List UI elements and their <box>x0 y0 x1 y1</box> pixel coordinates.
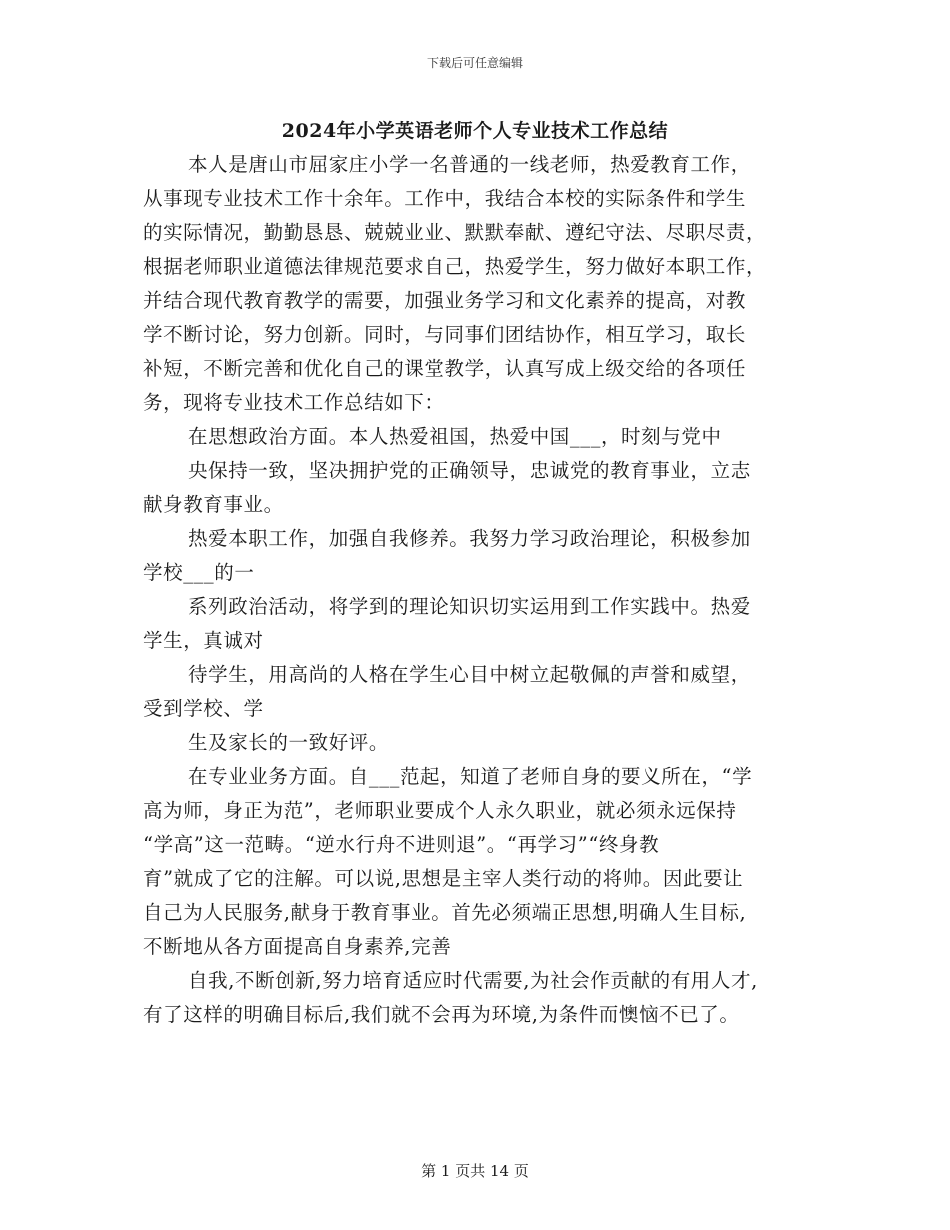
body-line: 系列政治活动，将学到的理论知识切实运用到工作实践中。热爱 <box>188 595 751 618</box>
header-note: 下载后可任意编辑 <box>426 56 523 70</box>
body-line: 生及家长的一致好评。 <box>188 731 390 754</box>
body-line: 高为师，身正为范”，老师职业要成个人永久职业，就必须永远保持 <box>143 799 737 822</box>
body-line: “学高”这一范畴。“逆水行舟不进则退”。“再学习”“终身教 <box>143 833 660 856</box>
body-line: 自我,不断创新,努力培育适应时代需要,为社会作贡献的有用人才, <box>188 969 758 992</box>
body-line: 热爱本职工作，加强自我修养。我努力学习政治理论，积极参加 <box>188 527 751 550</box>
body-line: 受到学校、学 <box>143 697 264 720</box>
body-line: 有了这样的明确目标后,我们就不会再为环境,为条件而懊恼不已了。 <box>143 1003 740 1026</box>
body-line: 本人是唐山市屈家庄小学一名普通的一线老师，热爱教育工作， <box>188 153 751 176</box>
document-title: 2024年小学英语老师个人专业技术工作总结 <box>281 120 669 142</box>
body-line: 补短，不断完善和优化自己的课堂教学，认真写成上级交给的各项任 <box>143 357 747 380</box>
body-line: 待学生，用高尚的人格在学生心目中树立起敬佩的声誉和威望， <box>188 663 751 686</box>
body-line: 学校___的一 <box>143 561 255 584</box>
body-line: 务，现将专业技术工作总结如下： <box>143 391 445 414</box>
body-line: 自己为人民服务,献身于教育事业。首先必须端正思想,明确人生目标, <box>143 901 747 924</box>
body-line: 在专业业务方面。自___范起，知道了老师自身的要义所在，“学 <box>188 765 753 788</box>
body-line: 并结合现代教育教学的需要，加强业务学习和文化素养的提高，对教 <box>143 289 747 312</box>
body-line: 央保持一致，坚决拥护党的正确领导，忠诚党的教育事业，立志 <box>188 459 751 482</box>
body-line: 学生，真诚对 <box>143 629 264 652</box>
body-line: 献身教育事业。 <box>143 493 284 516</box>
body-line: 学不断讨论，努力创新。同时，与同事们团结协作，相互学习，取长 <box>143 323 747 346</box>
page-number: 第 1 页共 14 页 <box>421 1162 529 1180</box>
body-line: 根据老师职业道德法律规范要求自己，热爱学生，努力做好本职工作， <box>143 255 767 278</box>
body-line: 不断地从各方面提高自身素养,完善 <box>143 935 452 958</box>
body-line: 从事现专业技术工作十余年。工作中，我结合本校的实际条件和学生 <box>143 187 747 210</box>
document-body <box>143 148 813 1032</box>
body-line: 在思想政治方面。本人热爱祖国，热爱中国___，时刻与党中 <box>188 425 722 448</box>
body-line: 的实际情况，勤勤恳恳、兢兢业业、默默奉献、遵纪守法、尽职尽责， <box>143 221 767 244</box>
body-line: 育”就成了它的注解。可以说,思想是主宰人类行动的将帅。因此要让 <box>143 867 744 890</box>
